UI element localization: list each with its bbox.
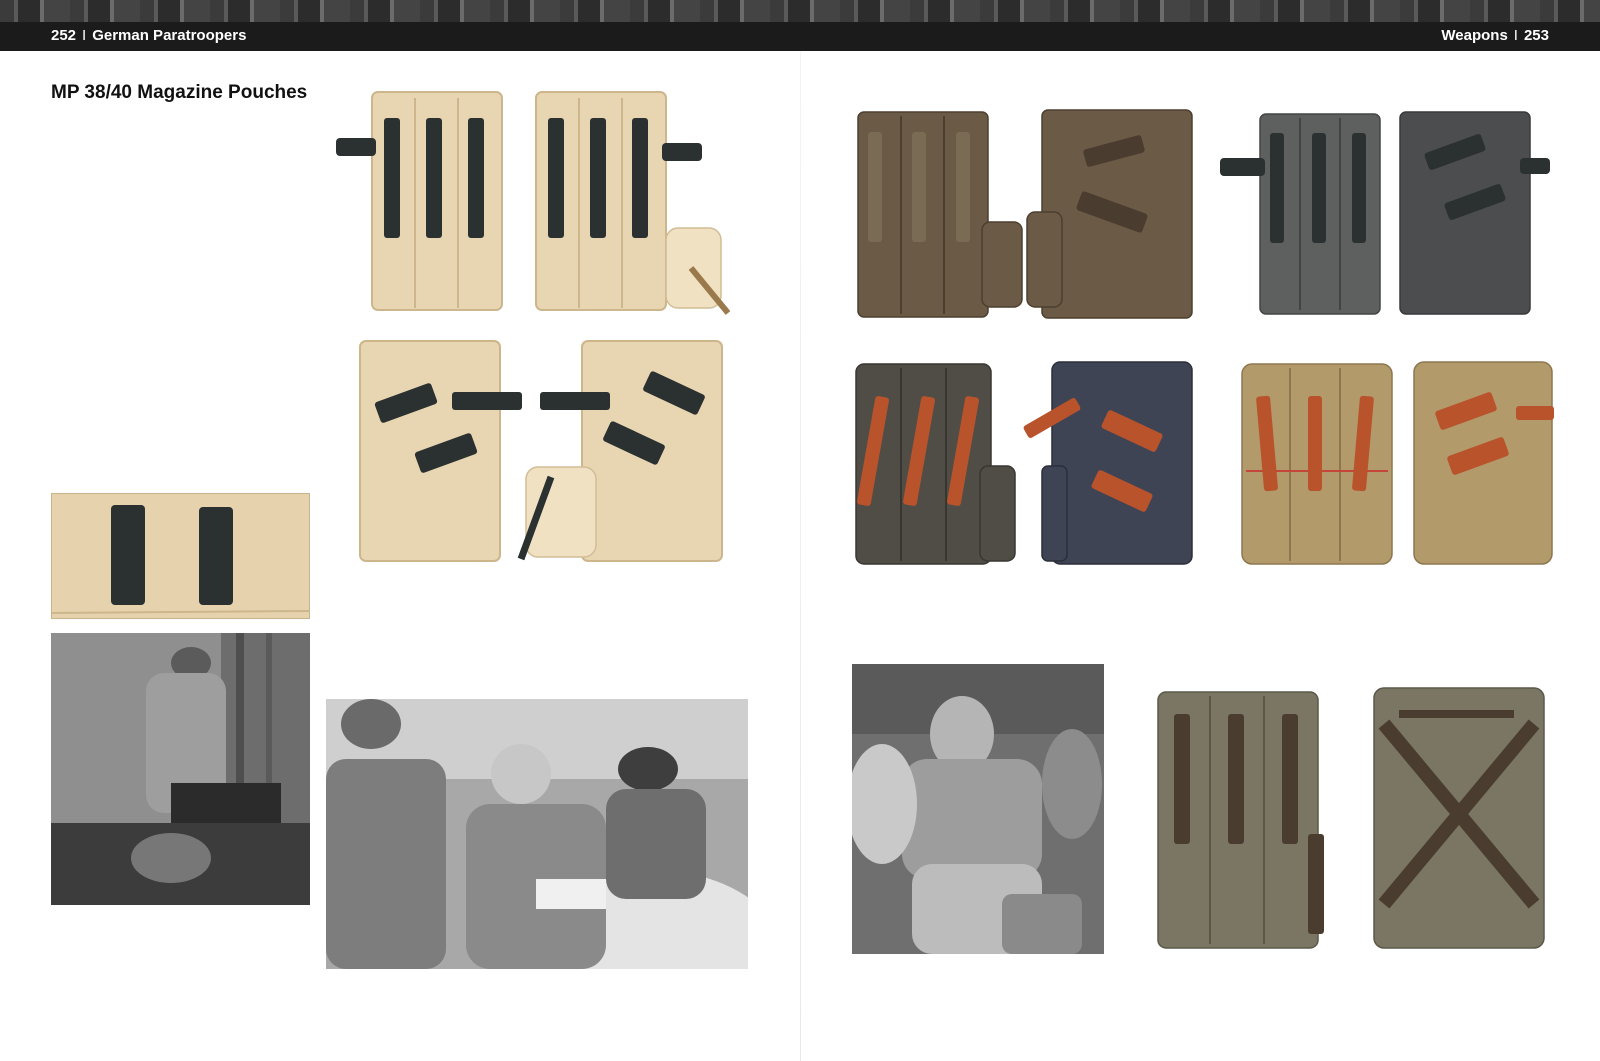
header-separator: I	[82, 27, 87, 44]
eastern-front-caption	[51, 918, 310, 1008]
top-photo-strip	[0, 0, 1600, 22]
left-page-number: 252	[51, 27, 77, 44]
crete-photo	[852, 664, 1104, 954]
right-page-number: 253	[1523, 27, 1549, 44]
tan-pouch-pair-reverse-photo	[356, 337, 736, 565]
novgorodka-photo	[326, 699, 748, 969]
article-body	[51, 135, 306, 445]
right-running-head	[1441, 27, 1549, 44]
variant-blue-gray-pouch-photo	[1220, 108, 1550, 320]
modified-pouch-photo	[1144, 684, 1550, 952]
page-header	[0, 22, 1600, 51]
header-separator: I	[1513, 27, 1518, 44]
variant-brown-leather-pouch-photo	[852, 356, 1197, 568]
tan-pouch-pair-front-photo	[336, 88, 744, 316]
eastern-front-photo	[51, 633, 310, 905]
article-title: MP 38/40 Magazine Pouches	[51, 82, 308, 103]
crete-caption	[852, 962, 1104, 1026]
tan-pair-caption	[326, 578, 748, 668]
variants-caption	[852, 578, 1550, 628]
variant-olive-canvas-pouch-photo	[1236, 356, 1556, 568]
modified-pouch-caption	[1127, 962, 1550, 1012]
page-gutter	[800, 51, 801, 1061]
right-running-title: Weapons	[1441, 27, 1508, 44]
variant-tropical-pouch-photo	[852, 102, 1197, 322]
left-running-head	[51, 27, 246, 44]
novgorodka-caption	[326, 977, 748, 1027]
left-running-title: German Paratroopers	[92, 27, 247, 44]
belt-loop-detail-photo	[51, 493, 310, 619]
